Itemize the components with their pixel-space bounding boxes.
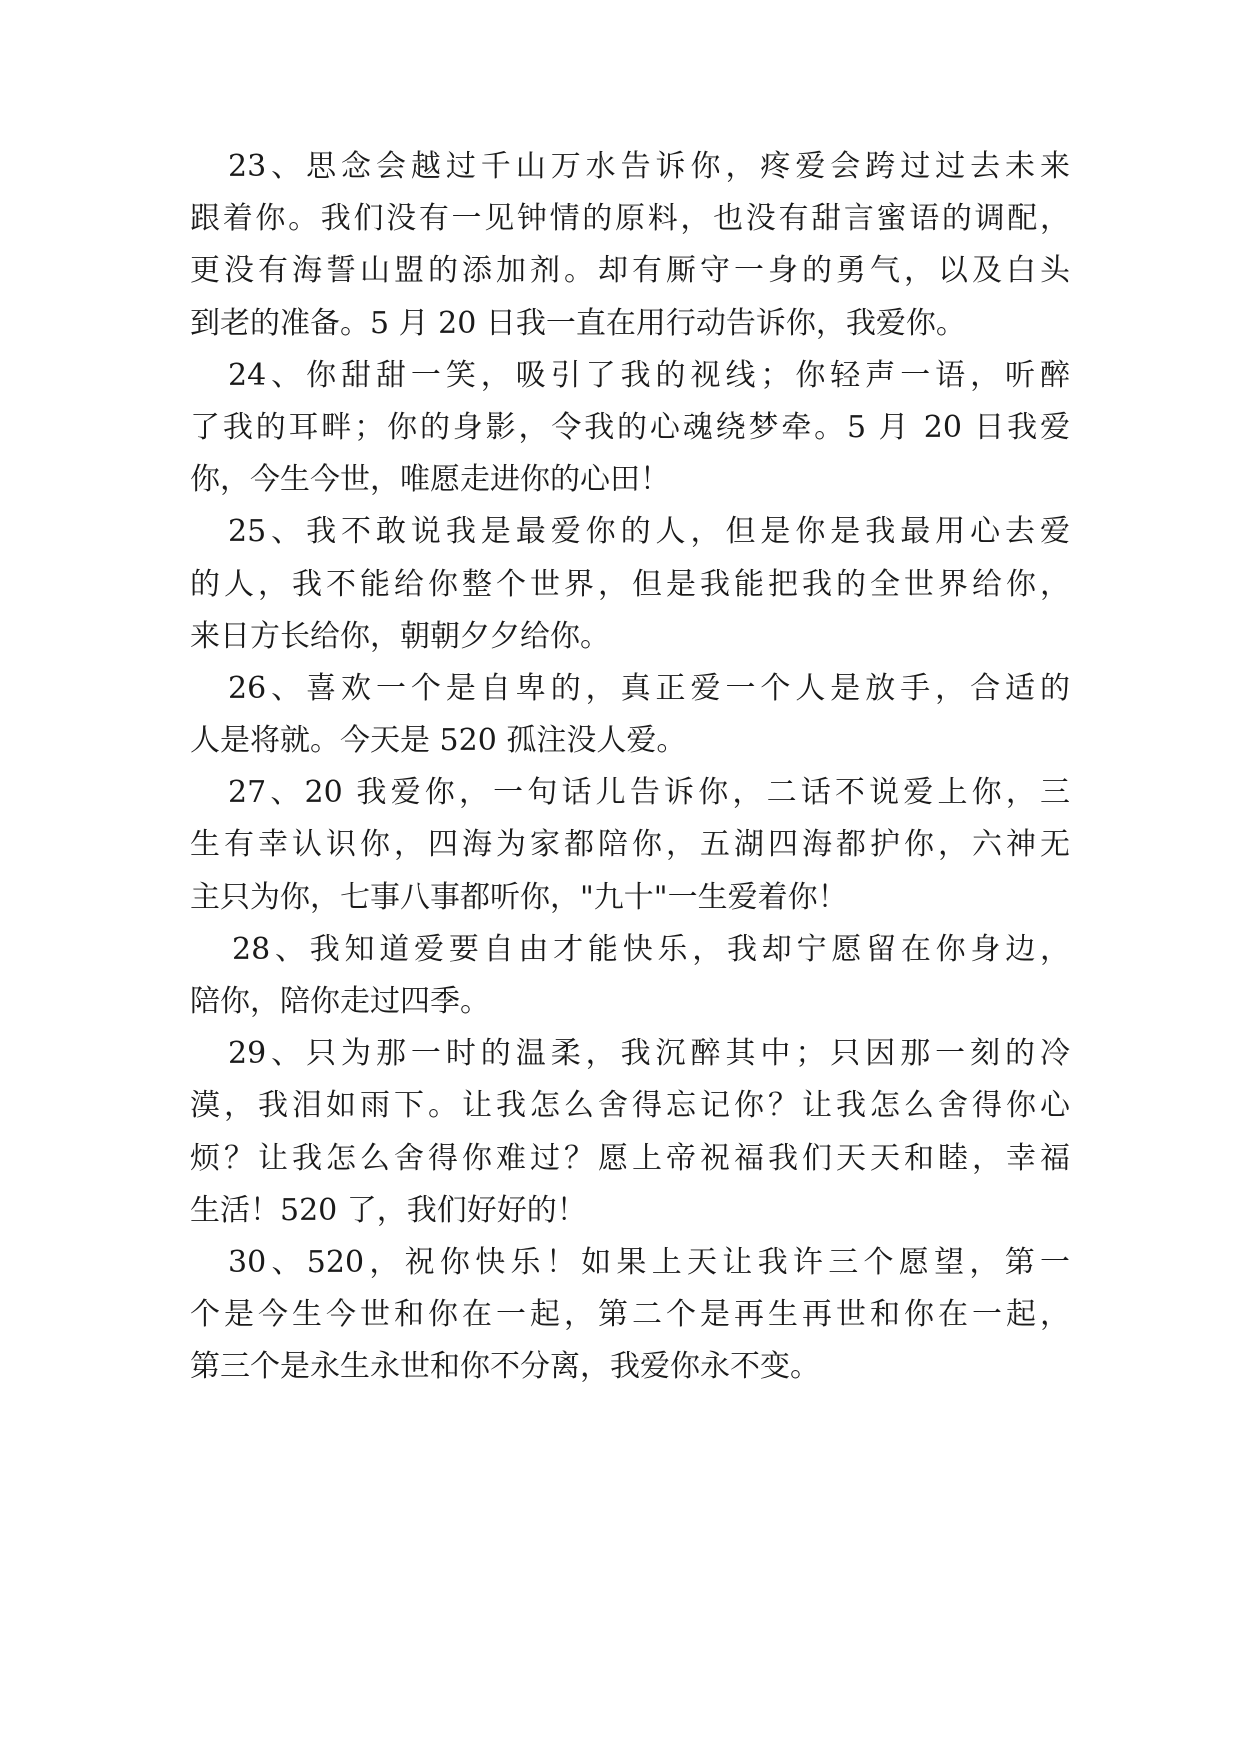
text-line: 漠，我泪如雨下。让我怎么舍得忘记你？让我怎么舍得你心 — [190, 1088, 1070, 1124]
paragraph-23 — [190, 141, 1070, 350]
paragraph-26 — [190, 663, 1070, 767]
text-line: 23、思念会越过千山万水告诉你，疼爱会跨过过去未来 — [228, 149, 1070, 184]
text-line: 生活！520 了，我们好好的！ — [190, 1192, 587, 1228]
text-line: 24、你甜甜一笑，吸引了我的视线；你轻声一语，听醉 — [228, 357, 1070, 393]
text-line: 28、我知道爱要自由才能快乐，我却宁愿留在你身边， — [232, 931, 1070, 967]
paragraph-29 — [190, 1028, 1070, 1237]
paragraph-28 — [190, 924, 1070, 1028]
text-line: 烦？让我怎么舍得你难过？愿上帝祝福我们天天和睦，幸福 — [190, 1140, 1070, 1176]
text-line: 更没有海誓山盟的添加剂。却有厮守一身的勇气，以及白头 — [190, 253, 1070, 289]
text-line: 27、20 我爱你，一句话儿告诉你，二话不说爱上你，三 — [228, 775, 1070, 811]
text-line: 第三个是永生永世和你不分离，我爱你永不变。 — [190, 1349, 820, 1385]
text-line: 30、520，祝你快乐！如果上天让我许三个愿望，第一 — [228, 1244, 1070, 1280]
text-line: 了我的耳畔；你的身影，令我的心魂绕梦牵。5 月 20 日我爱 — [190, 409, 1070, 445]
text-line: 你，今生今世，唯愿走进你的心田！ — [190, 462, 670, 498]
text-line: 主只为你，七事八事都听你，"九十"一生爱着你！ — [190, 879, 848, 915]
text-line: 来日方长给你，朝朝夕夕给你。 — [190, 618, 610, 654]
paragraph-27 — [190, 767, 1070, 924]
text-line: 陪你，陪你走过四季。 — [190, 984, 490, 1019]
text-line: 到老的准备。5 月 20 日我一直在用行动告诉你，我爱你。 — [190, 305, 966, 341]
text-line: 生有幸认识你，四海为家都陪你，五湖四海都护你，六神无 — [190, 827, 1070, 863]
text-line: 25、我不敢说我是最爱你的人，但是你是我最用心去爱 — [228, 514, 1070, 550]
text-line: 26、喜欢一个是自卑的，真正爱一个人是放手，合适的 — [228, 670, 1070, 706]
text-line: 的人，我不能给你整个世界，但是我能把我的全世界给你， — [190, 566, 1070, 602]
text-line: 人是将就。今天是 520 孤注没人爱。 — [190, 723, 687, 759]
document-body — [190, 141, 1070, 1394]
text-line: 跟着你。我们没有一见钟情的原料，也没有甜言蜜语的调配， — [190, 201, 1070, 237]
text-line: 29、只为那一时的温柔，我沉醉其中；只因那一刻的冷 — [228, 1036, 1070, 1072]
text-line: 个是今生今世和你在一起，第二个是再生再世和你在一起， — [190, 1297, 1070, 1333]
paragraph-30 — [190, 1237, 1070, 1394]
paragraph-24 — [190, 350, 1070, 507]
paragraph-25 — [190, 506, 1070, 663]
